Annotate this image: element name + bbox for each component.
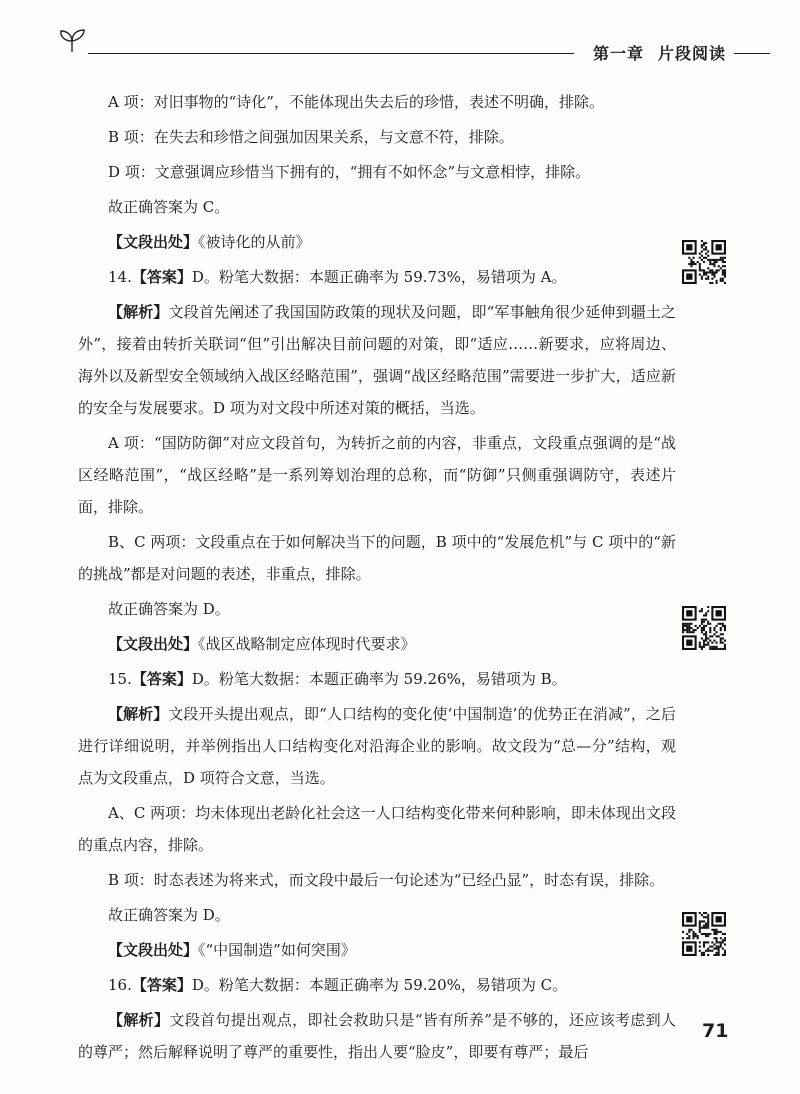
header-rule-right — [734, 53, 770, 54]
source-line — [78, 934, 676, 966]
explanation-body — [78, 86, 676, 1071]
paragraph-text: A、C 两项：均未体现出老龄化社会这一人口结构变化带来何种影响，即未体现出文段的重点内容，排除。 — [78, 804, 676, 854]
question-number: 14. — [108, 268, 132, 286]
paragraph-text: 故正确答案为 D。 — [108, 600, 230, 618]
answer-text: D。粉笔大数据：本题正确率为 59.26%，易错项为 B。 — [191, 670, 567, 688]
paragraph-text: 文段开头提出观点，即“人口结构的变化使‘中国制造’的优势正在消减”，之后进行详细说明，并举例指出人口结构变化对沿海企业的影响。故文段为“总—分”结构，观点为文段重点，D 项符合文意，当选。 — [78, 705, 676, 787]
answer-line — [78, 969, 676, 1001]
section-label: 【解析】 — [108, 705, 169, 723]
source-line — [78, 226, 676, 258]
paragraph-text: A 项：对旧事物的“诗化”，不能体现出失去后的珍惜，表述不明确，排除。 — [108, 93, 604, 111]
answer-label: 【答案】 — [131, 670, 192, 688]
paragraph — [78, 427, 676, 523]
section-label: 【文段出处】 — [108, 233, 199, 251]
analysis-paragraph — [78, 698, 676, 794]
paragraph-text: 文段首句提出观点，即社会救助只是“皆有所养”是不够的，还应该考虑到人的尊严；然后解释说明了尊严的重要性，指出人要“脸皮”，即要有尊严；最后 — [78, 1011, 676, 1061]
paragraph-text: A 项：“国防防御”对应文段首句，为转折之前的内容，非重点，文段重点强调的是“战区经略范围”，“战区经略”是一系列筹划治理的总称，而“防御”只侧重强调防守，表述片面，排除。 — [78, 434, 676, 516]
paragraph-text: B 项：在失去和珍惜之间强加因果关系，与文意不符，排除。 — [108, 128, 514, 146]
leaf-sprout-icon — [58, 28, 88, 54]
answer-text: D。粉笔大数据：本题正确率为 59.20%，易错项为 C。 — [191, 976, 568, 994]
question-number: 15. — [108, 670, 132, 688]
paragraph-text: 故正确答案为 D。 — [108, 906, 230, 924]
source-line — [78, 628, 676, 660]
paragraph — [78, 899, 676, 931]
qr-code-icon[interactable] — [682, 240, 726, 284]
paragraph-text: D 项：文意强调应珍惜当下拥有的，“拥有不如怀念”与文意相悖，排除。 — [108, 163, 591, 181]
paragraph-text: B 项：时态表述为将来式，而文段中最后一句论述为“已经凸显”，时态有误，排除。 — [108, 871, 665, 889]
paragraph-text: 文段首先阐述了我国国防政策的现状及问题，即“军事触角很少延伸到疆土之外”，接着由转折关联词“但”引出解决目前问题的对策，即“适应……新要求，应将周边、海外以及新型安全领域纳入战区经略范围”，强调“战区经略范围”需要进一步扩大，适应新的安全与发展要求。D 项为对文段中所述对策的概括，当选。 — [78, 303, 676, 417]
page-header — [58, 28, 770, 64]
header-rule — [88, 53, 574, 54]
paragraph-text: 《“中国制造”如何突围》 — [198, 941, 356, 959]
section-label: 【解析】 — [108, 303, 169, 321]
paragraph — [78, 593, 676, 625]
answer-line — [78, 663, 676, 695]
answer-text: D。粉笔大数据：本题正确率为 59.73%，易错项为 A。 — [191, 268, 567, 286]
section-label: 【解析】 — [108, 1011, 170, 1029]
section-label: 【文段出处】 — [108, 941, 199, 959]
answer-label: 【答案】 — [131, 268, 192, 286]
section-label: 【文段出处】 — [108, 635, 199, 653]
paragraph — [78, 86, 676, 118]
chapter-title — [593, 41, 726, 64]
qr-code-icon[interactable] — [682, 912, 726, 956]
paragraph — [78, 526, 676, 590]
paragraph — [78, 156, 676, 188]
answer-line — [78, 261, 676, 293]
paragraph-text: B、C 两项：文段重点在于如何解决当下的问题，B 项中的“发展危机”与 C 项中的“新的挑战”都是对问题的表述，非重点，排除。 — [78, 533, 676, 583]
paragraph — [78, 797, 676, 861]
section-name: 片段阅读 — [657, 44, 726, 63]
page-number: 71 — [702, 1020, 729, 1042]
answer-label: 【答案】 — [131, 976, 192, 994]
paragraph — [78, 864, 676, 896]
paragraph — [78, 191, 676, 223]
chapter-number: 第一章 — [592, 44, 644, 63]
question-number: 16. — [108, 976, 132, 994]
paragraph — [78, 121, 676, 153]
paragraph-text: 《被诗化的从前》 — [198, 233, 311, 251]
analysis-paragraph — [78, 296, 676, 424]
qr-code-icon[interactable] — [682, 606, 726, 650]
paragraph-text: 《战区战略制定应体现时代要求》 — [198, 635, 416, 653]
paragraph-text: 故正确答案为 C。 — [108, 198, 230, 216]
analysis-paragraph — [78, 1004, 676, 1068]
